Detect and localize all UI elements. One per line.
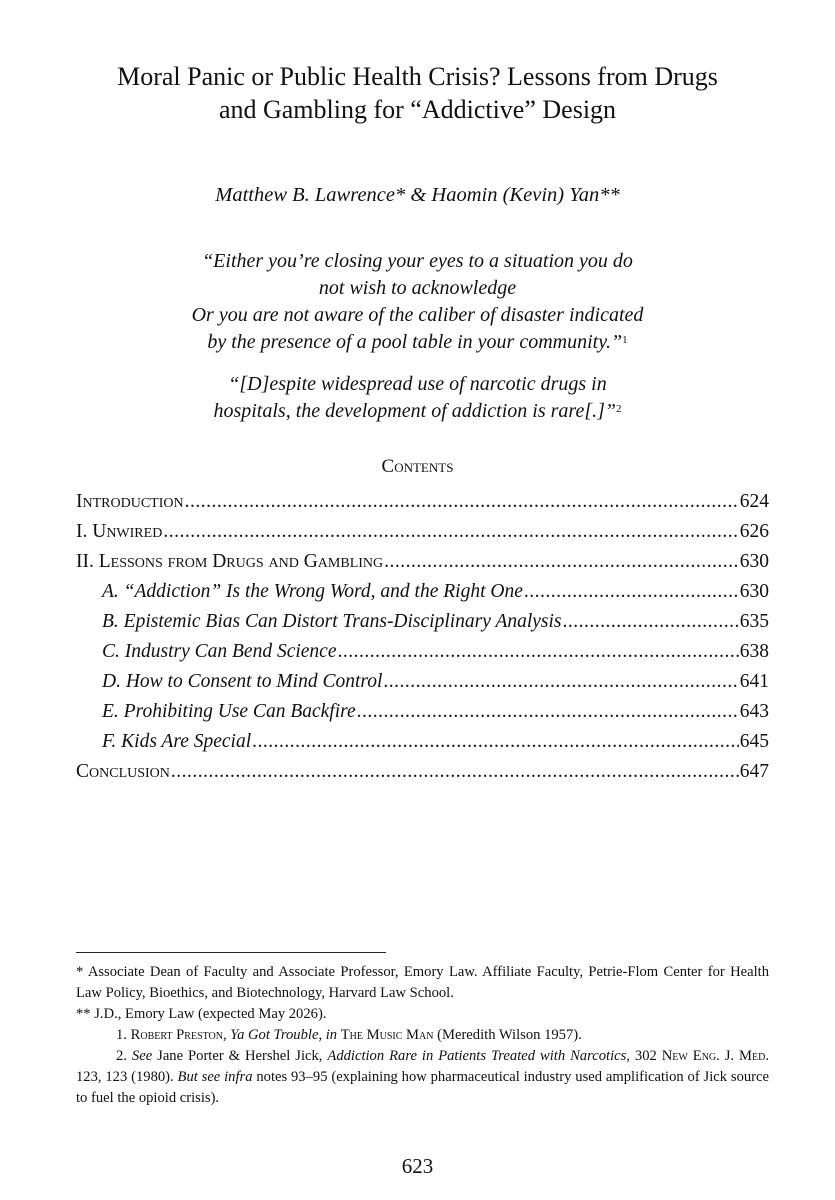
footnote-text: , 302 [626,1048,662,1064]
footnote-separator: , [223,1027,231,1043]
epigraph-quote [40,371,795,425]
footnote-text: notes 93–95 (explaining how pharmaceutical industry used amplification of Jick source to fuel the opioid crisis). [76,1069,769,1106]
toc-entry-page: 647 [739,761,769,782]
toc-entry-page: 626 [739,521,769,542]
footnote-2 [76,1046,769,1109]
toc-entry-label: D. How to Consent to Mind Control [102,671,383,692]
toc-entry-page: 638 [739,641,769,662]
toc-entry-page: 624 [739,491,769,512]
footnote-separator: , [318,1027,326,1043]
footnote-number: 1. [116,1027,127,1043]
toc-entry[interactable] [76,487,769,517]
toc-entry[interactable] [76,757,769,787]
toc-leader-dots [524,577,739,607]
footnote-journal: New Eng. J. Med. [661,1048,769,1064]
toc-leader-dots [163,517,738,547]
epigraph-line: not wish to acknowledge [318,277,517,299]
toc-subentry[interactable] [76,697,769,727]
contents-heading: Contents [381,456,454,477]
footnote-author: Robert Preston [130,1027,223,1043]
title-line: and Gambling for “Addictive” Design [218,95,617,124]
page-number: 623 [401,1154,434,1178]
footnote-signal: See [131,1048,153,1064]
footnote-text: Jane Porter & Hershel Jick, [152,1048,328,1064]
toc-entry-page: 630 [739,551,769,572]
footnote-work-title: Ya Got Trouble [230,1027,319,1043]
toc-entry-page: 643 [739,701,769,722]
toc-leader-dots [185,487,739,517]
toc-entry-page: 645 [739,731,769,752]
footnote-text: 123, 123 (1980). [76,1069,178,1085]
article-title [40,60,795,126]
toc-leader-dots [563,607,739,637]
toc-leader-dots [357,697,739,727]
footnote-double-star: ** J.D., Emory Law (expected May 2026). [76,1006,327,1022]
toc-entry-label: B. Epistemic Bias Can Distort Trans-Disciplinary Analysis [102,611,562,632]
toc-entry-label: I. Unwired [76,521,163,542]
footnote-1 [76,1025,769,1046]
toc-entry-page: 635 [739,611,769,632]
toc-entry-label: A. “Addiction” Is the Wrong Word, and the Right One [102,581,523,602]
toc-subentry[interactable] [76,667,769,697]
toc-entry-label: C. Industry Can Bend Science [102,641,337,662]
footnote-marker[interactable]: 1 [622,334,628,346]
toc-leader-dots [252,727,739,757]
toc-subentry[interactable] [76,577,769,607]
toc-leader-dots [171,757,739,787]
toc-leader-dots [338,637,739,667]
toc-entry-label: Introduction [76,491,184,512]
epigraph-quote [40,248,795,356]
epigraph-text: hospitals, the development of addiction is rare[.]” [213,400,617,422]
toc-entry-page: 630 [739,581,769,602]
footnote-signal: But see infra [177,1069,253,1085]
title-line: Moral Panic or Public Health Crisis? Lessons from Drugs [117,62,718,91]
footnote-text: (Meredith Wilson 1957). [433,1027,582,1043]
toc-entry[interactable] [76,547,769,577]
toc-entry-label: F. Kids Are Special [102,731,252,752]
footnote-star: * Associate Dean of Faculty and Associate Professor, Emory Law. Affiliate Faculty, Petrie-Flom Center for Health Law Policy, Bioethics, and Biotechnology, Harvard Law School. [76,964,769,1001]
toc-leader-dots [383,667,738,697]
toc-subentry[interactable] [76,727,769,757]
epigraph-line [40,398,795,425]
author-line: Matthew B. Lawrence* & Haomin (Kevin) Yan** [215,184,620,206]
toc-entry-page: 641 [739,671,769,692]
footnote-marker[interactable]: 2 [616,403,622,415]
toc-entry-label: Conclusion [76,761,170,782]
toc-leader-dots [384,547,739,577]
toc-subentry[interactable] [76,637,769,667]
epigraph-line [40,329,795,356]
footnote-signal: in [325,1027,338,1043]
footnote-source-title: The Music Man [340,1027,434,1043]
toc-entry-label: II. Lessons from Drugs and Gambling [76,551,384,572]
epigraph-line: “[D]espite widespread use of narcotic drugs in [228,373,607,395]
epigraph-line: Or you are not aware of the caliber of disaster indicated [191,304,644,326]
toc-entry-label: E. Prohibiting Use Can Backfire [102,701,356,722]
footnote-number: 2. [116,1048,127,1064]
table-of-contents [76,487,769,787]
footnote-divider [76,952,386,953]
toc-entry[interactable] [76,517,769,547]
epigraph-line: “Either you’re closing your eyes to a situation you do [202,250,633,272]
footnote-article-title: Addiction Rare in Patients Treated with Narcotics [327,1048,627,1064]
footnotes [76,962,769,1109]
toc-subentry[interactable] [76,607,769,637]
epigraph-text: by the presence of a pool table in your community.” [207,331,623,353]
